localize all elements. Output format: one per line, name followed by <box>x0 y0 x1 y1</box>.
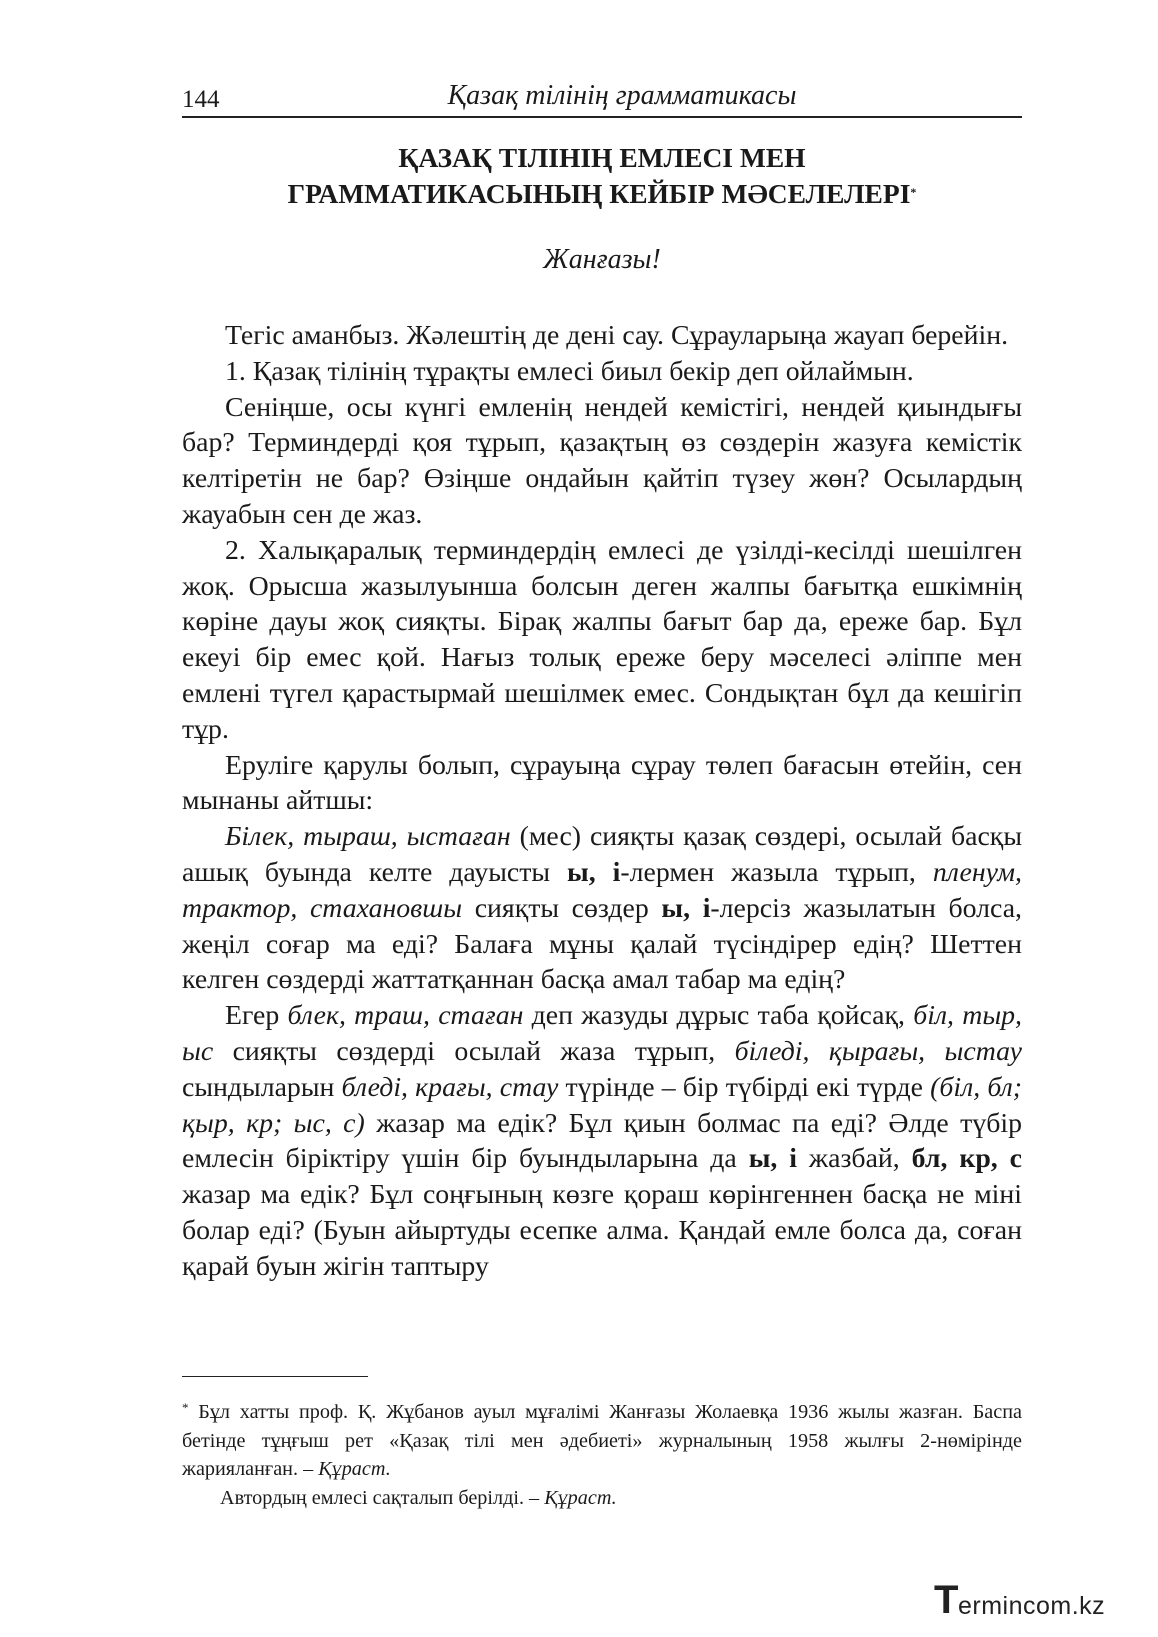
text-span: жазбай, <box>796 1143 912 1175</box>
text-span: -лерсіз жазылатын болса, жеңіл соғар ма еді? Балаға мұны қалай түсіндірер едің? Шеттен келген сөздерді жаттатқаннан басқа амал табар ма едің? <box>182 892 1023 996</box>
letter-body <box>182 318 1022 1285</box>
text-span: түрінде – бір түбірді екі түрде <box>558 1071 931 1103</box>
title-line-2-text: ГРАММАТИКАСЫНЫҢ КЕЙБІР МӘСЕЛЕЛЕРІ <box>287 178 911 209</box>
bold-span: ы, і <box>661 892 711 924</box>
text-span: сияқты сөздер <box>462 892 662 924</box>
watermark-t: T <box>934 1578 959 1622</box>
footnote-mark: * <box>182 1400 189 1415</box>
title-line-2 <box>182 176 1022 212</box>
article-title <box>182 140 1022 212</box>
paragraph-4: 2. Халықаралық терминдердің емлесі де үзілді-кесілді шешілген жоқ. Орысша жазылуынша болсын деген жалпы бағытқа ешкімнің көріне дауы жоқ сияқты. Бірақ жалпы бағыт бар да, ереже бар. Бұл екеуі бір емес қой. Нағыз толық ереже беру мәселесі әліппе мен емлені түгел қарастырмай шешілмек емес. Сондықтан бұл да кешігіп тұр. <box>182 534 1022 745</box>
bold-span: бл, кр, с <box>911 1143 1022 1175</box>
text-span: Егер <box>225 1000 288 1032</box>
greeting: Жанғазы! <box>543 244 661 275</box>
running-title: Қазақ тілінің грамматикасы <box>447 80 797 111</box>
paragraph-3: Сеніңше, осы күнгі емленің нендей кемістігі, нендей қиындығы бар? Терминдерді қоя тұрып, қазақтың өз сөздерін жазуға кемістік келтіретін не бар? Өзіңше ондайын қайтіп түзеу жөн? Осылардың жауабын сен де жаз. <box>182 391 1022 530</box>
watermark-logo <box>934 1578 1124 1622</box>
footnote-text: Бұл хатты проф. Қ. Жұбанов ауыл мұғалімі Жанғазы Жолаевқа 1936 жылы жазған. Баспа бетінде тұңғыш рет «Қазақ тілі мен әдебиеті» журналының 1958 жылғы 2-нөмірінде жарияланған. – <box>182 1401 1022 1480</box>
italic-span: біл, тыр, ыс <box>182 1000 1022 1067</box>
italic-span: пленум, трактор, стахановшы <box>182 856 1023 924</box>
italic-span: Білек, тыраш, ыстаған <box>225 821 511 853</box>
paragraph-2: 1. Қазақ тілінің тұрақты емлесі биыл бекір деп ойлаймын. <box>225 355 914 387</box>
text-span: -лермен жазыла тұрып, <box>620 856 933 888</box>
footnote-italic: Құраст. <box>318 1458 391 1480</box>
title-footnote-mark[interactable]: * <box>910 185 917 199</box>
bold-span: ы, і <box>567 856 621 888</box>
text-span: (мес) сияқты қазақ сөздері, осылай басқы ашық буында келте дауысты <box>182 821 1022 888</box>
italic-span: біледі, қырағы, ыстау <box>734 1035 1022 1067</box>
footnote-italic: Құраст. <box>544 1486 617 1509</box>
text-span: сияқты сөздерді осылай жаза тұрып, <box>213 1035 735 1067</box>
paragraph-5: Еруліге қарулы болып, сұрауыңа сұрау төлеп бағасын өтейін, сен мынаны айтшы: <box>182 749 1022 817</box>
footnote-1 <box>182 1398 1022 1484</box>
paragraph-1: Тегіс аманбыз. Жәлештің де дені сау. Сұрауларыңа жауап берейін. <box>225 320 1009 351</box>
paragraph-7 <box>182 998 1022 1284</box>
italic-span: (біл, бл; қыр, кр; ыс, с) <box>182 1071 1022 1139</box>
text-span: жазар ма едік? Бұл қиын болмас па еді? Әлде түбір емлесін біріктіру үшін бір буындыларына да <box>182 1107 1022 1175</box>
paragraph-6 <box>182 819 1022 998</box>
header-rule <box>182 116 1022 118</box>
page-header <box>182 80 1022 116</box>
title-line-1: ҚАЗАҚ ТІЛІНІҢ ЕМЛЕСІ МЕН <box>398 142 806 173</box>
watermark-text: ermincom.kz <box>958 1592 1106 1620</box>
italic-span: блек, траш, стаған <box>287 1000 524 1032</box>
text-span: сындыларын <box>182 1071 342 1103</box>
footnote-rule <box>182 1376 368 1377</box>
footnote-text: Автордың емлесі сақталып берілді. – <box>220 1486 545 1509</box>
footnote <box>182 1398 1022 1512</box>
text-span: деп жазуды дұрыс таба қойсақ, <box>523 1000 914 1032</box>
text-span: жазар ма едік? Бұл соңғының көзге қораш көрінгеннен басқа не міні болар еді? (Буын айыртуды есепке алма. Қандай емле болса да, соған қарай буын жігін таптыру <box>182 1179 1022 1282</box>
page-number: 144 <box>182 86 220 113</box>
italic-span: бледі, крағы, стау <box>341 1071 559 1103</box>
footnote-2 <box>182 1484 1022 1513</box>
bold-span: ы, і <box>748 1143 797 1175</box>
